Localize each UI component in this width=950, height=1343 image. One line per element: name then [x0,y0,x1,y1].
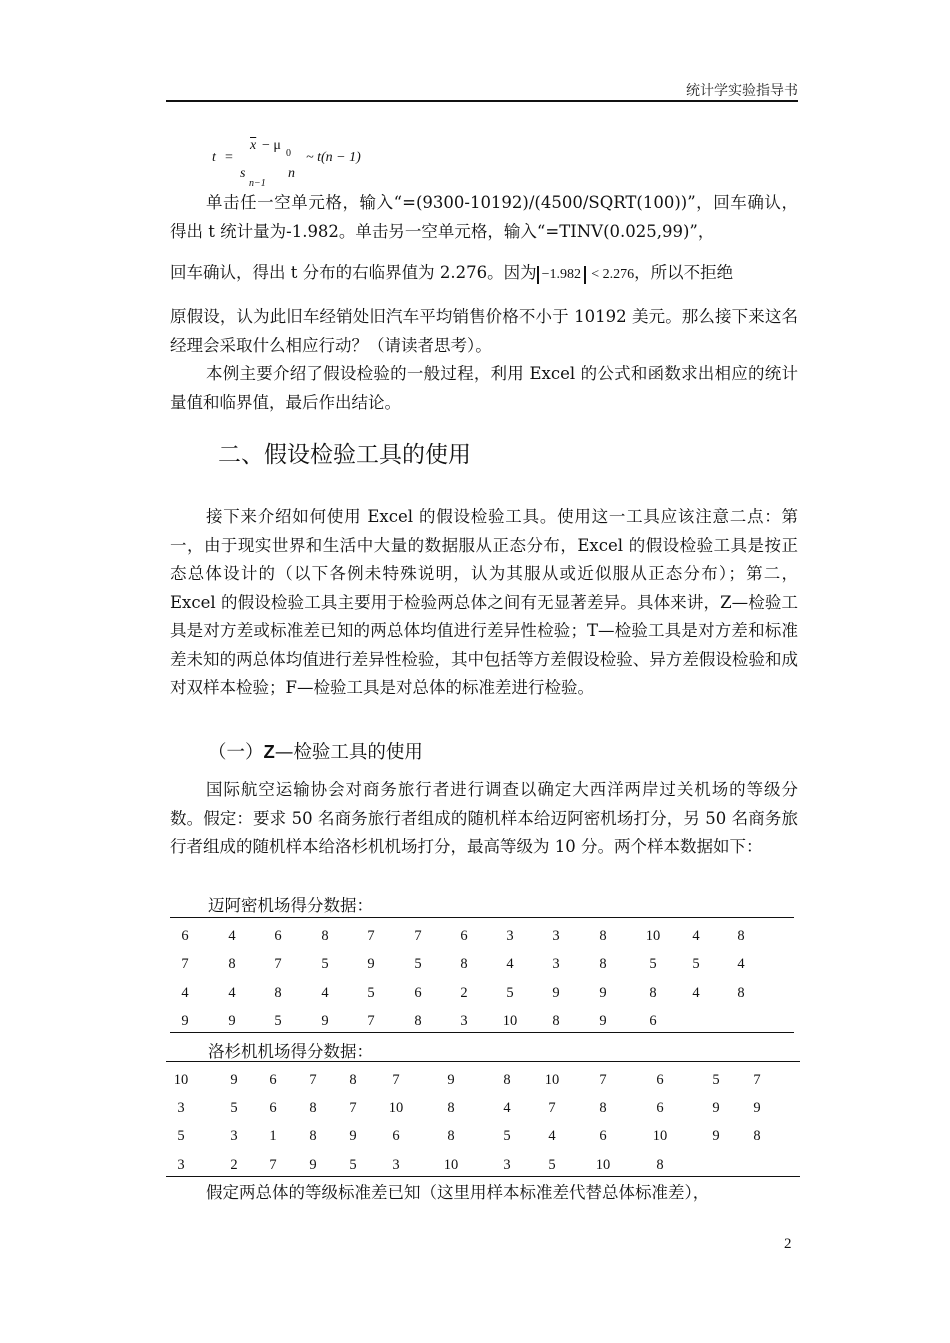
paragraph-step-2-end: ，所以不拒绝 [634,263,734,282]
table-cell: 8 [460,956,468,972]
section-title: 二、假设检验工具的使用 [218,442,471,468]
table-cell: 8 [447,1100,455,1116]
table-cell: 2 [460,985,468,1001]
formula-dist: ~ t(n − 1) [306,150,361,165]
subsection-prefix: （一） [208,742,264,763]
table-cell: 6 [269,1100,277,1116]
table-cell: 6 [460,928,468,944]
table-cell: 8 [228,956,236,972]
table-cell: 3 [506,928,514,944]
paragraph-intro: 接下来介绍如何使用 Excel 的假设检验工具。使用这一工具应该注意二点：第一，由于现实世界和生活中大量的数据服从正态分布，Excel 的假设检验工具是按正态总体设计的（以下各例未特殊说明，认为其服从或近似服从正态分布）；第二，Excel 的假设检验工具主要用于检验两总体之间有无显著差异。具体来讲，Z—检验工具是对方差或标准差已知的两总体均值进行差异性检验；T—检验工具是对方差和标准差未知的两总体均值进行差异性检验，其中包括等方差假设检验、异方差假设检验和成对双样本检验；F—检验工具是对总体的标准差进行检验。 [170,507,798,697]
table-cell: 5 [321,956,329,972]
formula-minus-mu: − μ [262,138,281,153]
table-cell: 8 [552,1013,560,1029]
table-cell: 7 [349,1100,357,1116]
table-cell: 9 [552,985,560,1001]
table-cell: 10 [544,1072,560,1088]
table-cell: 10 [595,1157,611,1173]
table-cell: 3 [230,1128,238,1144]
table-cell: 7 [274,956,282,972]
table-cell: 4 [548,1128,556,1144]
la-table-label: 洛杉机机场得分数据： [208,1042,373,1061]
table-cell: 9 [228,1013,236,1029]
table-cell: 10 [173,1072,189,1088]
table-cell: 10 [443,1157,459,1173]
paragraph-step-2-text: 回车确认，得出 t 分布的右临界值为 2.276。因为 [170,263,537,282]
table-cell: 2 [230,1157,238,1173]
table-cell: 10 [388,1100,404,1116]
table-cell: 8 [753,1128,761,1144]
paragraph-conclusion: 原假设，认为此旧车经销处旧汽车平均销售价格不小于 10192 美元。那么接下来这名经理会采取什么相应行动？（请读者思考）。 [170,307,798,355]
table-cell: 6 [656,1072,664,1088]
formula-mu-sub: 0 [286,148,291,159]
table-cell: 8 [321,928,329,944]
table-cell: 10 [652,1128,668,1144]
formula-s-sub: n−1 [249,178,266,189]
table-cell: 5 [367,985,375,1001]
miami-table-bottom-rule [170,1032,794,1033]
formula-n: n [288,166,295,181]
table-cell: 9 [321,1013,329,1029]
table-cell: 9 [367,956,375,972]
table-cell: 9 [230,1072,238,1088]
formula-s: s [240,166,246,181]
table-cell: 8 [503,1072,511,1088]
table-cell: 4 [692,985,700,1001]
table-cell: 7 [414,928,422,944]
table-cell: 6 [656,1100,664,1116]
table-cell: 9 [309,1157,317,1173]
table-cell: 8 [649,985,657,1001]
table-cell: 4 [692,928,700,944]
table-cell: 7 [367,1013,375,1029]
table-cell: 1 [269,1128,277,1144]
table-cell: 4 [228,985,236,1001]
table-cell: 5 [230,1100,238,1116]
table-cell: 5 [649,956,657,972]
paragraph-summary: 本例主要介绍了假设检验的一般过程，利用 Excel 的公式和函数求出相应的统计量值和临界值，最后作出结论。 [170,364,798,412]
table-cell: 4 [228,928,236,944]
table-cell: 8 [737,928,745,944]
table-cell: 5 [349,1157,357,1173]
subsection-rest: —检验工具的使用 [274,742,423,763]
table-cell: 7 [392,1072,400,1088]
table-cell: 8 [599,956,607,972]
table-cell: 6 [414,985,422,1001]
table-cell: 5 [274,1013,282,1029]
table-cell: 5 [712,1072,720,1088]
la-table-top-rule [166,1061,800,1062]
table-cell: 4 [181,985,189,1001]
table-cell: 4 [321,985,329,1001]
table-cell: 9 [712,1100,720,1116]
table-cell: 3 [503,1157,511,1173]
table-cell: 7 [309,1072,317,1088]
table-cell: 5 [177,1128,185,1144]
table-cell: 7 [548,1100,556,1116]
table-cell: 3 [460,1013,468,1029]
miami-table-label: 迈阿密机场得分数据： [208,896,373,915]
table-cell: 7 [599,1072,607,1088]
table-cell: 10 [502,1013,518,1029]
table-cell: 10 [645,928,661,944]
table-cell: 8 [599,928,607,944]
table-cell: 7 [367,928,375,944]
subsection-z: Z [263,741,275,762]
table-cell: 9 [349,1128,357,1144]
table-cell: 8 [447,1128,455,1144]
paragraph-example: 国际航空运输协会对商务旅行者进行调查以确定大西洋两岸过关机场的等级分数。假定：要求 50 名商务旅行者组成的随机样本给迈阿密机场打分，另 50 名商务旅行者组成的随机样本给洛杉机机场打分，最高等级为 10 分。两个样本数据如下： [170,780,798,856]
table-cell: 6 [274,928,282,944]
subsection-title [208,738,423,764]
table-cell: 9 [181,1013,189,1029]
table-cell: 7 [269,1157,277,1173]
table-cell: 8 [656,1157,664,1173]
table-cell: 5 [503,1128,511,1144]
la-table-bottom-rule [166,1176,800,1177]
table-cell: 3 [177,1157,185,1173]
table-cell: 9 [447,1072,455,1088]
table-cell: 6 [649,1013,657,1029]
table-cell: 6 [392,1128,400,1144]
table-cell: 6 [269,1072,277,1088]
table-cell: 7 [753,1072,761,1088]
table-cell: 4 [503,1100,511,1116]
table-cell: 5 [548,1157,556,1173]
header-rule [166,100,798,102]
table-cell: 7 [181,956,189,972]
formula-t: t [212,150,216,165]
table-cell: 9 [712,1128,720,1144]
formula-xbar: $\overline{x}$ [250,138,257,153]
formula-eq: = [225,150,233,165]
table-cell: 9 [599,1013,607,1029]
table-cell: 8 [309,1100,317,1116]
table-cell: 8 [349,1072,357,1088]
table-cell: 8 [414,1013,422,1029]
table-cell: 8 [274,985,282,1001]
comparison-text: < 2.276 [591,267,635,282]
table-cell: 8 [599,1100,607,1116]
table-cell: 5 [414,956,422,972]
table-cell: 6 [599,1128,607,1144]
table-cell: 3 [552,956,560,972]
running-header: 统计学实验指导书 [686,83,798,99]
table-cell: 8 [737,985,745,1001]
table-cell: 3 [392,1157,400,1173]
table-cell: 4 [506,956,514,972]
page-number: 2 [784,1236,792,1252]
paragraph-step-2 [170,259,798,290]
table-cell: 9 [753,1100,761,1116]
table-cell: 5 [506,985,514,1001]
absolute-value-box: −1.982 [537,266,586,284]
table-cell: 8 [309,1128,317,1144]
paragraph-step-1: 单击任一空单元格，输入“=(9300-10192)/(4500/SQRT(100))”，回车确认，得出 t 统计量为-1.982。单击另一空单元格，输入“=TINV(0.025,99)”， [170,193,798,241]
table-cell: 5 [692,956,700,972]
table-cell: 9 [599,985,607,1001]
table-cell: 3 [177,1100,185,1116]
paragraph-assumption: 假定两总体的等级标准差已知（这里用样本标准差代替总体标准差）， [206,1183,710,1202]
table-cell: 4 [737,956,745,972]
table-cell: 3 [552,928,560,944]
table-cell: 6 [181,928,189,944]
miami-table-top-rule [170,917,794,918]
